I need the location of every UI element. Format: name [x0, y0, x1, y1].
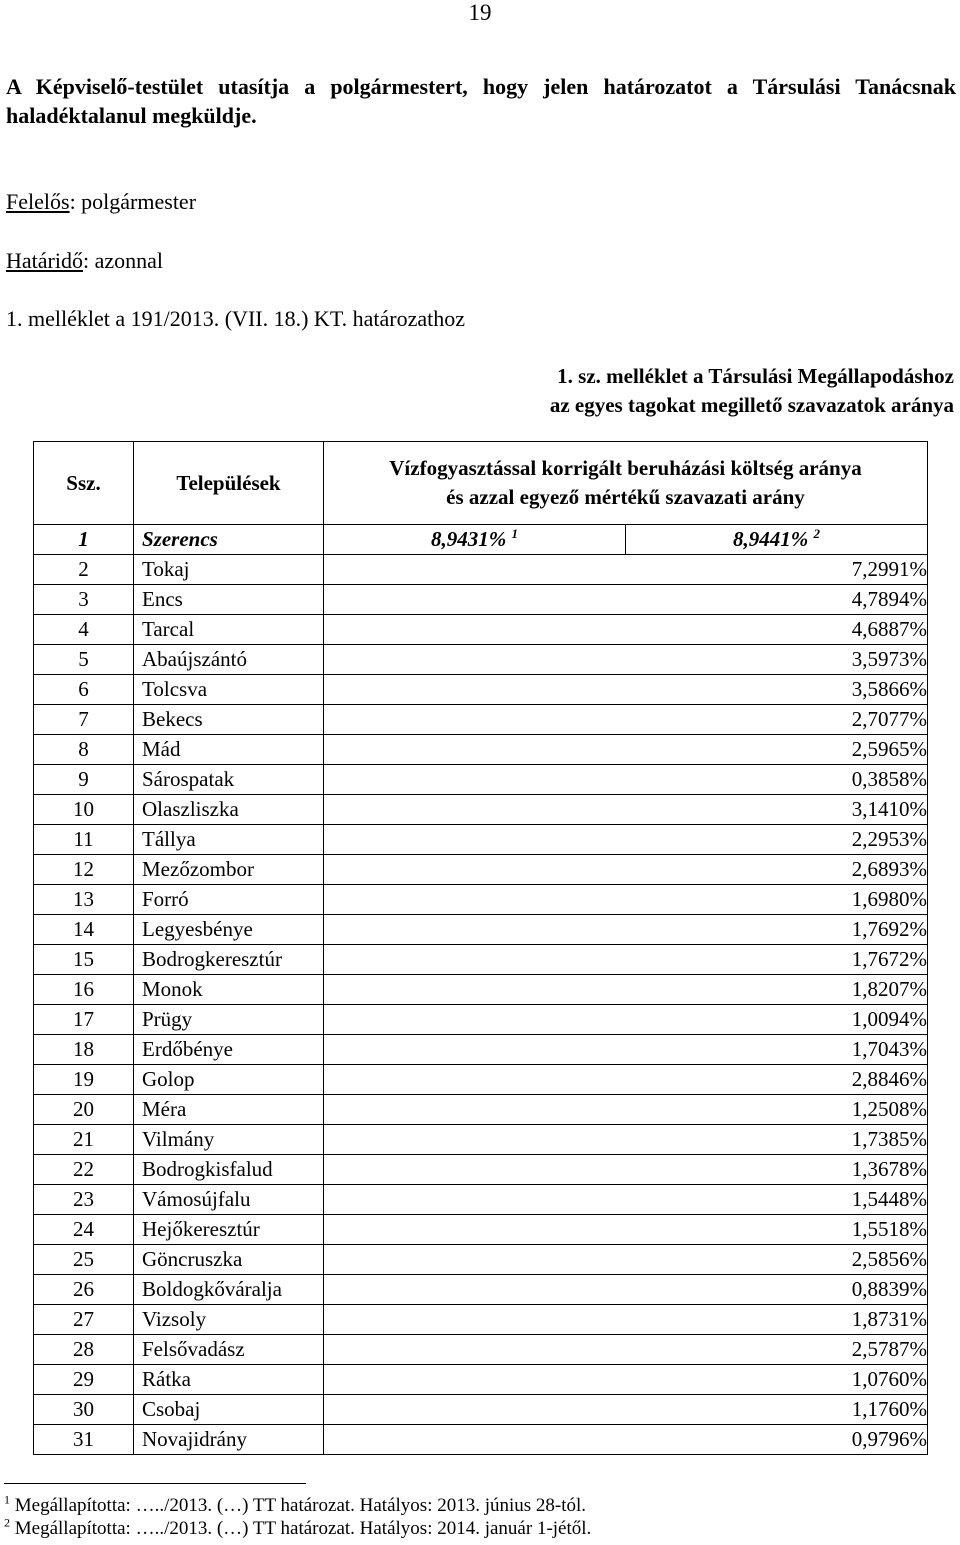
row-name: Rátka	[134, 1365, 324, 1395]
row-name: Forró	[134, 885, 324, 915]
table-row	[34, 1275, 928, 1305]
row-name: Felsővadász	[134, 1335, 324, 1365]
footnote-2-text: Megállapította: …../2013. (…) TT határozat. Hatályos: 2014. január 1-jétől.	[14, 1518, 592, 1539]
table-row	[34, 1305, 928, 1335]
row-name: Göncruszka	[134, 1245, 324, 1275]
row-name: Encs	[134, 585, 324, 615]
header-value-line2: és azzal egyező mértékű szavazati arány	[446, 485, 805, 509]
row-value-cell	[324, 1335, 928, 1365]
row-num: 15	[34, 945, 134, 975]
row-num: 3	[34, 585, 134, 615]
header-value	[324, 442, 928, 525]
row-value: 3,5866%	[851, 677, 927, 701]
row-num: 28	[34, 1335, 134, 1365]
row-value-cell	[324, 855, 928, 885]
row-name: Olaszliszka	[134, 795, 324, 825]
row-num: 8	[34, 735, 134, 765]
row-value: 2,2953%	[851, 827, 927, 851]
row-value: 1,5448%	[851, 1187, 927, 1211]
annex-reference: 1. melléklet a 191/2013. (VII. 18.) KT. határozathoz	[6, 306, 465, 331]
row-name: Erdőbénye	[134, 1035, 324, 1065]
footnote-mark-2: 2	[813, 526, 820, 541]
deadline-value: : azonnal	[82, 248, 163, 273]
table-row	[34, 1065, 928, 1095]
table-row	[34, 975, 928, 1005]
row-value: 1,8731%	[851, 1307, 927, 1331]
row-num: 12	[34, 855, 134, 885]
row-value-cell	[324, 615, 928, 645]
row-value-cell	[324, 1395, 928, 1425]
table-row	[34, 1215, 928, 1245]
row-num: 18	[34, 1035, 134, 1065]
table-row	[34, 945, 928, 975]
row-value-cell	[324, 645, 928, 675]
row-value-cell	[324, 1425, 928, 1455]
footnote-2-mark: 2	[4, 1515, 10, 1530]
responsible-label: Felelős	[6, 189, 70, 214]
row-name: Legyesbénye	[134, 915, 324, 945]
row-value-cell	[324, 945, 928, 975]
row-value-cell	[324, 1035, 928, 1065]
row-value: 1,5518%	[851, 1217, 927, 1241]
row-name: Bodrogkeresztúr	[134, 945, 324, 975]
row-num: 31	[34, 1425, 134, 1455]
row-name: Sárospatak	[134, 765, 324, 795]
footnote-1-mark: 1	[4, 1492, 10, 1507]
table-row	[34, 1035, 928, 1065]
row-value: 1,7692%	[851, 917, 927, 941]
table-row	[34, 1185, 928, 1215]
table-row	[34, 675, 928, 705]
row-value-cell	[324, 795, 928, 825]
row-value: 2,6893%	[851, 857, 927, 881]
row-value: 1,7385%	[851, 1127, 927, 1151]
footnote-2	[4, 1515, 592, 1540]
footnote-1	[4, 1492, 587, 1517]
row-name: Szerencs	[134, 525, 324, 555]
table-row	[34, 765, 928, 795]
deadline-line	[6, 247, 163, 275]
row-name: Tarcal	[134, 615, 324, 645]
row-value: 1,8207%	[851, 977, 927, 1001]
row-num: 20	[34, 1095, 134, 1125]
row-value: 1,2508%	[851, 1097, 927, 1121]
row-value: 0,8839%	[851, 1277, 927, 1301]
table-row	[34, 645, 928, 675]
row-num: 19	[34, 1065, 134, 1095]
row-name: Prügy	[134, 1005, 324, 1035]
row-value-cell	[324, 915, 928, 945]
row-value-cell	[324, 1275, 928, 1305]
table-header-row	[34, 442, 928, 525]
row-value: 0,9796%	[851, 1427, 927, 1451]
table-row	[34, 585, 928, 615]
table-row	[34, 795, 928, 825]
table-row	[34, 555, 928, 585]
row-num: 23	[34, 1185, 134, 1215]
row-value: 0,3858%	[851, 767, 927, 791]
row-num: 26	[34, 1275, 134, 1305]
row-name: Bodrogkisfalud	[134, 1155, 324, 1185]
table-row	[34, 855, 928, 885]
annex-title	[454, 362, 954, 420]
row-value-cell	[324, 1365, 928, 1395]
table-row	[34, 1125, 928, 1155]
table-row	[34, 705, 928, 735]
row-value-cell	[324, 1065, 928, 1095]
row-num: 14	[34, 915, 134, 945]
row-value: 7,2991%	[851, 557, 927, 581]
table-row	[34, 615, 928, 645]
header-num: Ssz.	[34, 442, 134, 525]
table-row	[34, 825, 928, 855]
row-num: 16	[34, 975, 134, 1005]
row-value-cell	[324, 1185, 928, 1215]
table-row	[34, 1155, 928, 1185]
row-value: 1,0094%	[851, 1007, 927, 1031]
row-value-cell	[324, 675, 928, 705]
row-num: 30	[34, 1395, 134, 1425]
row-value-cell	[324, 975, 928, 1005]
row-name: Novajidrány	[134, 1425, 324, 1455]
annex-title-line1: 1. sz. melléklet a Társulási Megállapodáshoz	[557, 364, 954, 388]
row-value-cell	[324, 1125, 928, 1155]
row-value: 1,7043%	[851, 1037, 927, 1061]
deadline-label: Határidő	[6, 248, 83, 273]
table-row	[34, 1005, 928, 1035]
header-name: Települések	[134, 442, 324, 525]
row-name: Csobaj	[134, 1395, 324, 1425]
row-value-cell	[324, 1095, 928, 1125]
page-number: 19	[468, 0, 492, 25]
row-name: Vizsoly	[134, 1305, 324, 1335]
row-num: 6	[34, 675, 134, 705]
row-value-cell	[324, 585, 928, 615]
row-num: 7	[34, 705, 134, 735]
row-value-cell	[324, 765, 928, 795]
row-value: 3,5973%	[851, 647, 927, 671]
row-value-b	[626, 525, 928, 555]
row-num: 5	[34, 645, 134, 675]
table-row	[34, 1395, 928, 1425]
row-num: 27	[34, 1305, 134, 1335]
row-value: 1,7672%	[851, 947, 927, 971]
row-value: 4,7894%	[851, 587, 927, 611]
row-name: Abaújszántó	[134, 645, 324, 675]
row-num: 13	[34, 885, 134, 915]
footnote-mark-1: 1	[511, 526, 518, 541]
row-name: Mád	[134, 735, 324, 765]
responsible-value: : polgármester	[69, 189, 197, 214]
row-num: 2	[34, 555, 134, 585]
table-row	[34, 525, 928, 555]
row-value: 2,8846%	[851, 1067, 927, 1091]
table-row	[34, 1425, 928, 1455]
row-value: 1,3678%	[851, 1157, 927, 1181]
row-name: Tolcsva	[134, 675, 324, 705]
row-name: Boldogkőváralja	[134, 1275, 324, 1305]
footnote-1-text: Megállapította: …../2013. (…) TT határozat. Hatályos: 2013. június 28-tól.	[14, 1495, 587, 1516]
row-value: 2,5856%	[851, 1247, 927, 1271]
row-value-cell	[324, 885, 928, 915]
table-row	[34, 1095, 928, 1125]
footnote-separator	[4, 1483, 306, 1484]
row-value: 2,5787%	[851, 1337, 927, 1361]
table-row	[34, 915, 928, 945]
row-num: 4	[34, 615, 134, 645]
row-value-cell	[324, 735, 928, 765]
table-row	[34, 885, 928, 915]
row-value: 2,7077%	[851, 707, 927, 731]
votes-table	[33, 441, 928, 1455]
header-value-line1: Vízfogyasztással korrigált beruházási költség aránya	[389, 456, 862, 480]
row-name: Méra	[134, 1095, 324, 1125]
row-value-cell	[324, 1155, 928, 1185]
row-name: Monok	[134, 975, 324, 1005]
row-value-cell	[324, 1245, 928, 1275]
table-row	[34, 735, 928, 765]
annex-title-line2: az egyes tagokat megillető szavazatok aránya	[549, 393, 954, 417]
row-num: 10	[34, 795, 134, 825]
table-row	[34, 1245, 928, 1275]
row-name: Bekecs	[134, 705, 324, 735]
row-value-cell	[324, 825, 928, 855]
row-name: Vámosújfalu	[134, 1185, 324, 1215]
resolution-paragraph: A Képviselő-testület utasítja a polgármestert, hogy jelen határozatot a Társulási Tanácsnak haladéktalanul megküldje.	[6, 74, 956, 128]
row-value: 2,5965%	[851, 737, 927, 761]
row-num: 11	[34, 825, 134, 855]
row-value: 1,0760%	[851, 1367, 927, 1391]
row-num: 17	[34, 1005, 134, 1035]
row-num: 22	[34, 1155, 134, 1185]
row-name: Tokaj	[134, 555, 324, 585]
row-num: 29	[34, 1365, 134, 1395]
row-value-cell	[324, 1005, 928, 1035]
row-num: 24	[34, 1215, 134, 1245]
row-num: 1	[34, 525, 134, 555]
row-value-cell	[324, 555, 928, 585]
row-name: Vilmány	[134, 1125, 324, 1155]
row-value-cell	[324, 1305, 928, 1335]
row-name: Hejőkeresztúr	[134, 1215, 324, 1245]
table-row	[34, 1365, 928, 1395]
row-value-a	[324, 525, 626, 555]
row-num: 9	[34, 765, 134, 795]
row-name: Tállya	[134, 825, 324, 855]
row-value: 3,1410%	[851, 797, 927, 821]
value-b-text: 8,9441%	[733, 527, 809, 551]
row-value-cell	[324, 705, 928, 735]
row-value-cell	[324, 1215, 928, 1245]
row-value: 4,6887%	[851, 617, 927, 641]
row-name: Golop	[134, 1065, 324, 1095]
row-value: 1,1760%	[851, 1397, 927, 1421]
row-num: 21	[34, 1125, 134, 1155]
table-row	[34, 1335, 928, 1365]
responsible-line	[6, 188, 196, 216]
row-name: Mezőzombor	[134, 855, 324, 885]
value-a-text: 8,9431%	[431, 527, 507, 551]
row-value: 1,6980%	[851, 887, 927, 911]
row-num: 25	[34, 1245, 134, 1275]
